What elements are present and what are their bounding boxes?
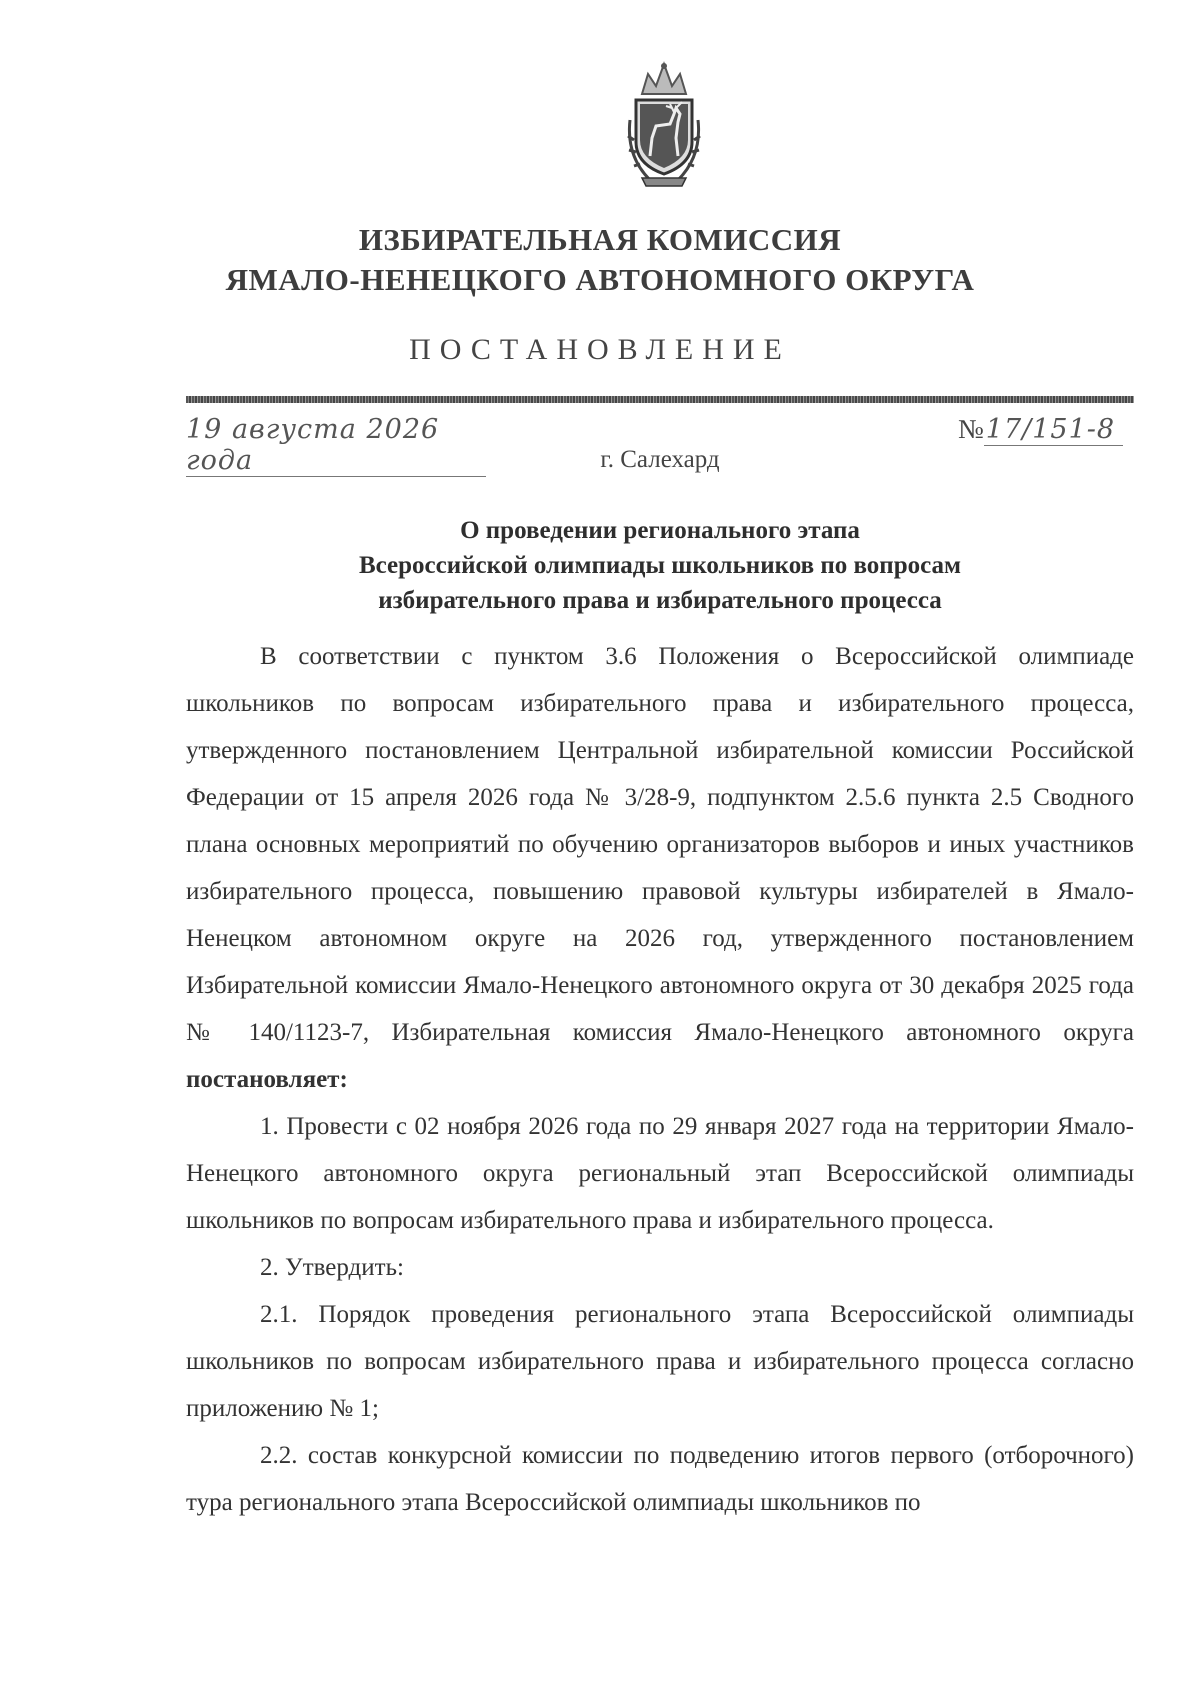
- organization-name-line-1: ИЗБИРАТЕЛЬНАЯ КОМИССИЯ: [358, 222, 842, 257]
- document-type: ПОСТАНОВЛЕНИЕ: [409, 333, 791, 366]
- organization-name-line-2: ЯМАЛО-НЕНЕЦКОГО АВТОНОМНОГО ОКРУГА: [225, 262, 975, 297]
- item-2-2: 2.2. состав конкурсной комиссии по подведению итогов первого (отборочного) тура регионального этапа Всероссийской олимпиады школьников по: [186, 1442, 1134, 1516]
- coat-of-arms-icon: [620, 60, 708, 192]
- document-body: [186, 633, 1134, 1526]
- preamble-text: В соответствии с пунктом 3.6 Положения о Всероссийской олимпиаде школьников по вопросам избирательного права и избирательного процесса, утвержденного постановлением Центральной избирательной комиссии Российской Федерации от 15 апреля 2026 года № 3/28-9, подпунктом 2.5.6 пункта 2.5 Сводного плана основных мероприятий по обучению организаторов выборов и иных участников избирательного процесса, повышению правовой культуры избирателей в Ямало-Ненецком автономном округе на 2026 год, утвержденного постановлением Избирательной комиссии Ямало-Ненецкого автономного округа от 30 декабря 2025 года № 140/1123-7, Избирательная комиссия Ямало-Ненецкого автономного округа: [186, 643, 1134, 1046]
- resolves-word: постановляет:: [186, 1066, 348, 1093]
- item-2-1: 2.1. Порядок проведения регионального этапа Всероссийской олимпиады школьников по вопросам избирательного права и избирательного процесса согласно приложению № 1;: [186, 1301, 1134, 1422]
- handwritten-date: 19 августа 2026 года: [186, 414, 486, 477]
- item-1: 1. Провести с 02 ноября 2026 года по 29 января 2027 года на территории Ямало-Ненецкого автономного округа региональный этап Всероссийской олимпиады школьников по вопросам избирательного права и избирательного процесса.: [186, 1113, 1134, 1234]
- title-line-1: О проведении регионального этапа: [460, 517, 860, 544]
- city: г. Салехард: [600, 446, 720, 473]
- document-title: [0, 513, 1200, 618]
- number-prefix: №: [958, 414, 984, 444]
- title-line-3: избирательного права и избирательного процесса: [378, 587, 942, 614]
- header-divider: [186, 396, 1134, 403]
- item-2: 2. Утвердить:: [260, 1254, 404, 1281]
- document-number: [958, 414, 1123, 445]
- handwritten-number: 17/151-8: [984, 414, 1123, 446]
- title-line-2: Всероссийской олимпиады школьников по вопросам: [358, 552, 962, 579]
- preamble-paragraph: [186, 633, 1134, 1103]
